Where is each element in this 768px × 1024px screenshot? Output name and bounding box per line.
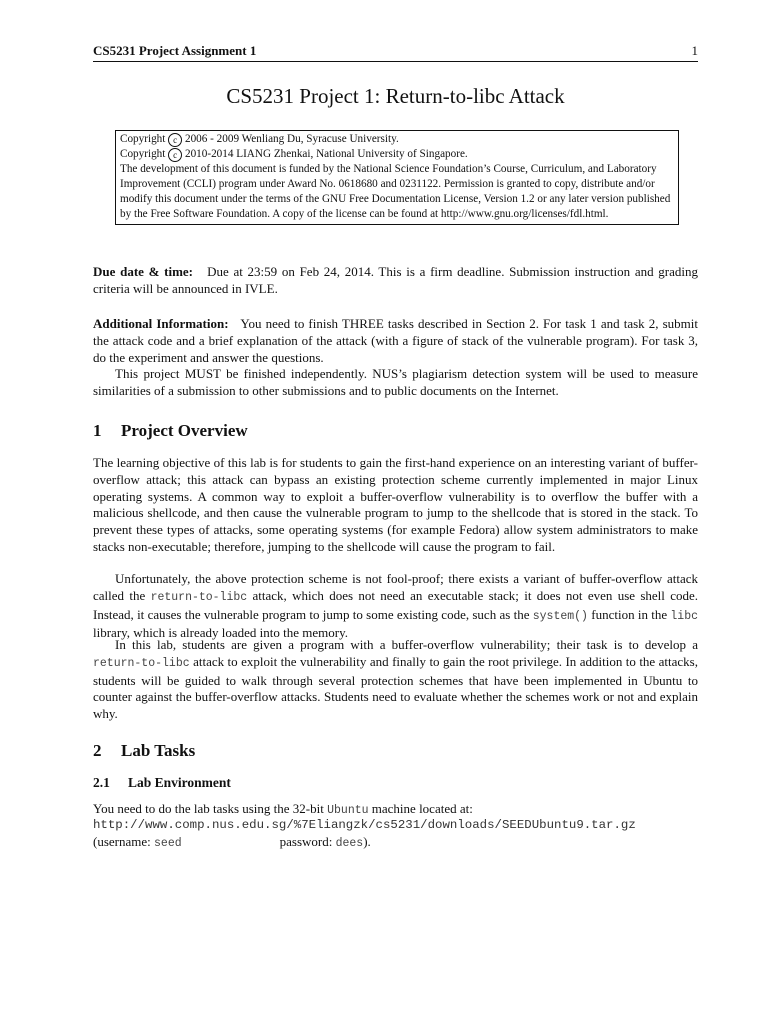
code-system: system() [532,609,588,623]
running-header [93,43,698,62]
document-title: CS5231 Project 1: Return-to-libc Attack [226,84,565,108]
environment-paragraph: You need to do the lab tasks using the 32-bit Ubuntu machine located at: [93,801,473,817]
subsection-2-1-heading: 2.1 Lab Environment [93,775,231,790]
section-1-heading: 1 Project Overview [93,421,248,440]
header-title: CS5231 Project Assignment 1 [93,43,257,58]
credentials-line: (username: seed password: dees). [93,834,371,850]
code-ubuntu: Ubuntu [327,804,369,817]
copyright-box [115,130,679,225]
due-date-label: Due date & time: [93,264,194,279]
code-libc: libc [670,609,698,623]
section-2-heading: 2 Lab Tasks [93,741,196,760]
vm-download-url: http://www.comp.nus.edu.sg/%7Eliangzk/cs5231/downloads/SEEDUbuntu9.tar.gz [93,818,636,832]
overview-paragraph-1: The learning objective of this lab is for students to gain the first-hand experience on an interesting variant of buffer-overflow attack; this attack can bypass an existing protection scheme currently implemented in major Linux operating systems. A common way to exploit a buffer-overflow vulnerability is to overflow the buffer with a malicious shellcode, and then cause the vulnerable program to jump to the shellcode that is stored in the stack. To prevent these types of attacks, some operating systems (for example Fedora) allow system administrators to make stacks non-executable; therefore, jumping to the shellcode will cause the program to fail. [93,455,698,554]
overview-paragraph-3: In this lab, students are given a program with a buffer-overflow vulnerability; their task is to develop a return-to-libc attack to exploit the vulnerability and finally to gain the root privilege. In addition to the attacks, students will be guided to walk through several protection schemes that have been implemented in Ubuntu to counter against the buffer-overflow attacks. Students need to evaluate whether the schemes work or not and explain why. [93,637,698,722]
password-value: dees [335,837,364,850]
additional-info-label: Additional Information: [93,316,229,331]
copyright-line-2: Copyright c 2010-2014 LIANG Zhenkai, National University of Singapore. [120,148,468,160]
due-date-paragraph: Due date & time: Due at 23:59 on Feb 24, 2014. This is a firm deadline. Submission instruction and grading criteria will be announced in IVLE. [93,264,699,296]
code-return-to-libc-2: return-to-libc [93,656,190,670]
username-value: seed [154,837,182,850]
overview-paragraph-2: Unfortunately, the above protection scheme is not fool-proof; there exists a variant of buffer-overflow attack called the return-to-libc attack, which does not need an executable stack; it does not even use shell code. Instead, it causes the vulnerable program to jump to some existing code, such as the system() function in the libc library, which is already loaded into the memory. [93,571,699,641]
code-return-to-libc: return-to-libc [150,590,248,604]
copyright-body: The development of this document is funded by the National Science Foundation’s Course, Curriculum, and Laboratory Improvement (CCLI) program under Award No. 0618680 and 0231122. Permission is granted to copy, distribute and/or modify this document under the terms of the GNU Free Documentation License, Version 1.2 or any later version published by the Free Software Foundation. A copy of the license can be found at http://www.gnu.org/licenses/fdl.html. [120,163,671,220]
copyright-symbol-icon: c [168,133,182,147]
copyright-line-1: Copyright c 2006 - 2009 Wenliang Du, Syracuse University. [120,133,399,145]
copyright-symbol-icon: c [168,148,182,162]
independence-paragraph: This project MUST be finished independently. NUS’s plagiarism detection system will be used to measure similarities of a submission to other submissions and to public documents on the Internet. [93,366,698,398]
page-number: 1 [691,43,698,58]
additional-info-paragraph: Additional Information: You need to finish THREE tasks described in Section 2. For task 1 and task 2, submit the attack code and a brief explanation of the attack (with a figure of stack of the vulnerable program). For task 3, do the experiment and answer the questions. [93,316,698,365]
